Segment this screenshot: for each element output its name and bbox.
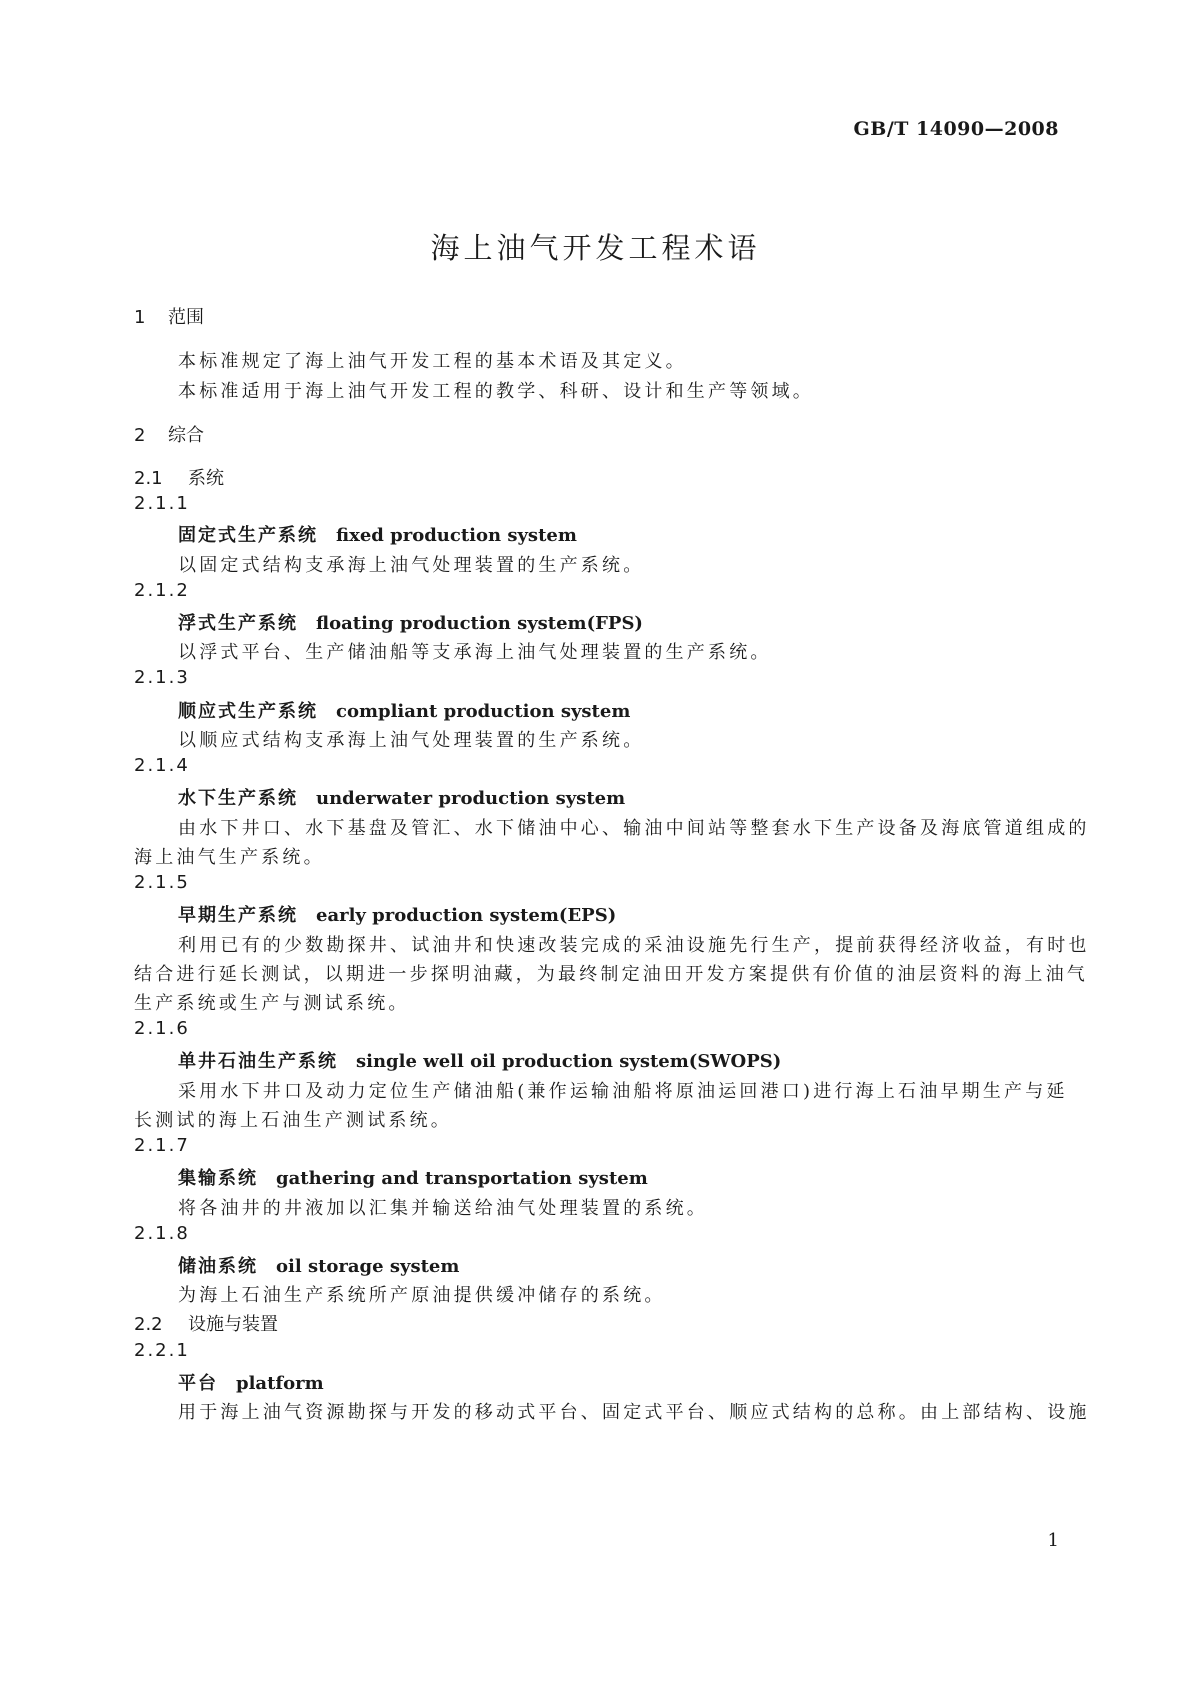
section-title: 范围 <box>168 307 204 328</box>
term-chinese: 平台 <box>178 1373 218 1394</box>
term-chinese: 储油系统 <box>178 1256 258 1277</box>
term-english: oil storage system <box>276 1256 460 1277</box>
term-entry <box>178 521 577 547</box>
paragraph: 本标准规定了海上油气开发工程的基本术语及其定义。 <box>178 351 687 372</box>
term-entry <box>178 901 616 927</box>
clause-number: 2.1.4 <box>134 755 190 776</box>
term-chinese: 浮式生产系统 <box>178 613 298 634</box>
term-definition-continued: 海上油气生产系统。 <box>134 847 325 868</box>
section-heading-1 <box>134 303 204 329</box>
term-english: platform <box>236 1373 324 1394</box>
subsection-title: 设施与装置 <box>188 1314 278 1335</box>
term-definition-continued: 生产系统或生产与测试系统。 <box>134 993 410 1014</box>
term-entry <box>178 1164 648 1190</box>
term-definition: 采用水下井口及动力定位生产储油船(兼作运输油船将原油运回港口)进行海上石油早期生产与延 <box>178 1081 1068 1102</box>
term-english: gathering and transportation system <box>276 1168 648 1189</box>
clause-number: 2.1.1 <box>134 493 190 514</box>
term-entry <box>178 1252 459 1278</box>
term-entry <box>178 697 630 723</box>
term-entry <box>178 784 625 810</box>
term-chinese: 水下生产系统 <box>178 788 298 809</box>
term-definition: 由水下井口、水下基盘及管汇、水下储油中心、输油中间站等整套水下生产设备及海底管道组成的 <box>178 818 1090 839</box>
term-english: early production system(EPS) <box>316 905 617 926</box>
term-chinese: 固定式生产系统 <box>178 525 318 546</box>
document-title: 海上油气开发工程术语 <box>430 231 761 265</box>
term-chinese: 集输系统 <box>178 1168 258 1189</box>
term-english: fixed production system <box>336 525 577 546</box>
term-entry <box>178 1369 324 1395</box>
subsection-heading-2-1 <box>134 464 224 490</box>
clause-number: 2.1.2 <box>134 580 190 601</box>
term-definition: 以浮式平台、生产储油船等支承海上油气处理装置的生产系统。 <box>178 642 772 663</box>
subsection-number: 2.2 <box>134 1314 163 1335</box>
subsection-title: 系统 <box>188 468 224 489</box>
term-definition: 用于海上油气资源勘探与开发的移动式平台、固定式平台、顺应式结构的总称。由上部结构、设施 <box>178 1402 1090 1423</box>
section-number: 1 <box>134 307 146 328</box>
term-english: underwater production system <box>316 788 626 809</box>
page-number: 1 <box>1047 1530 1059 1551</box>
term-entry <box>178 1047 781 1073</box>
section-heading-2 <box>134 421 204 447</box>
section-number: 2 <box>134 425 146 446</box>
term-definition: 为海上石油生产系统所产原油提供缓冲储存的系统。 <box>178 1285 666 1306</box>
clause-number: 2.2.1 <box>134 1340 190 1361</box>
standard-code: GB/T 14090—2008 <box>853 118 1059 140</box>
term-english: single well oil production system(SWOPS) <box>356 1051 782 1072</box>
subsection-number: 2.1 <box>134 468 163 489</box>
term-chinese: 单井石油生产系统 <box>178 1051 338 1072</box>
term-entry <box>178 609 643 635</box>
paragraph: 本标准适用于海上油气开发工程的教学、科研、设计和生产等领域。 <box>178 381 814 402</box>
clause-number: 2.1.3 <box>134 667 190 688</box>
clause-number: 2.1.6 <box>134 1018 190 1039</box>
term-english: compliant production system <box>336 701 631 722</box>
clause-number: 2.1.8 <box>134 1223 190 1244</box>
subsection-heading-2-2 <box>134 1310 278 1336</box>
term-definition: 利用已有的少数勘探井、试油井和快速改装完成的采油设施先行生产，提前获得经济收益，有时也 <box>178 935 1090 956</box>
term-english: floating production system(FPS) <box>316 613 643 634</box>
clause-number: 2.1.7 <box>134 1135 190 1156</box>
section-title: 综合 <box>168 425 204 446</box>
term-chinese: 顺应式生产系统 <box>178 701 318 722</box>
term-definition-continued: 结合进行延长测试，以期进一步探明油藏，为最终制定油田开发方案提供有价值的油层资料的海上油气 <box>134 964 1088 985</box>
term-definition: 将各油井的井液加以汇集并输送给油气处理装置的系统。 <box>178 1198 708 1219</box>
term-chinese: 早期生产系统 <box>178 905 298 926</box>
term-definition: 以顺应式结构支承海上油气处理装置的生产系统。 <box>178 730 645 751</box>
term-definition-continued: 长测试的海上石油生产测试系统。 <box>134 1110 452 1131</box>
term-definition: 以固定式结构支承海上油气处理装置的生产系统。 <box>178 555 645 576</box>
clause-number: 2.1.5 <box>134 872 190 893</box>
